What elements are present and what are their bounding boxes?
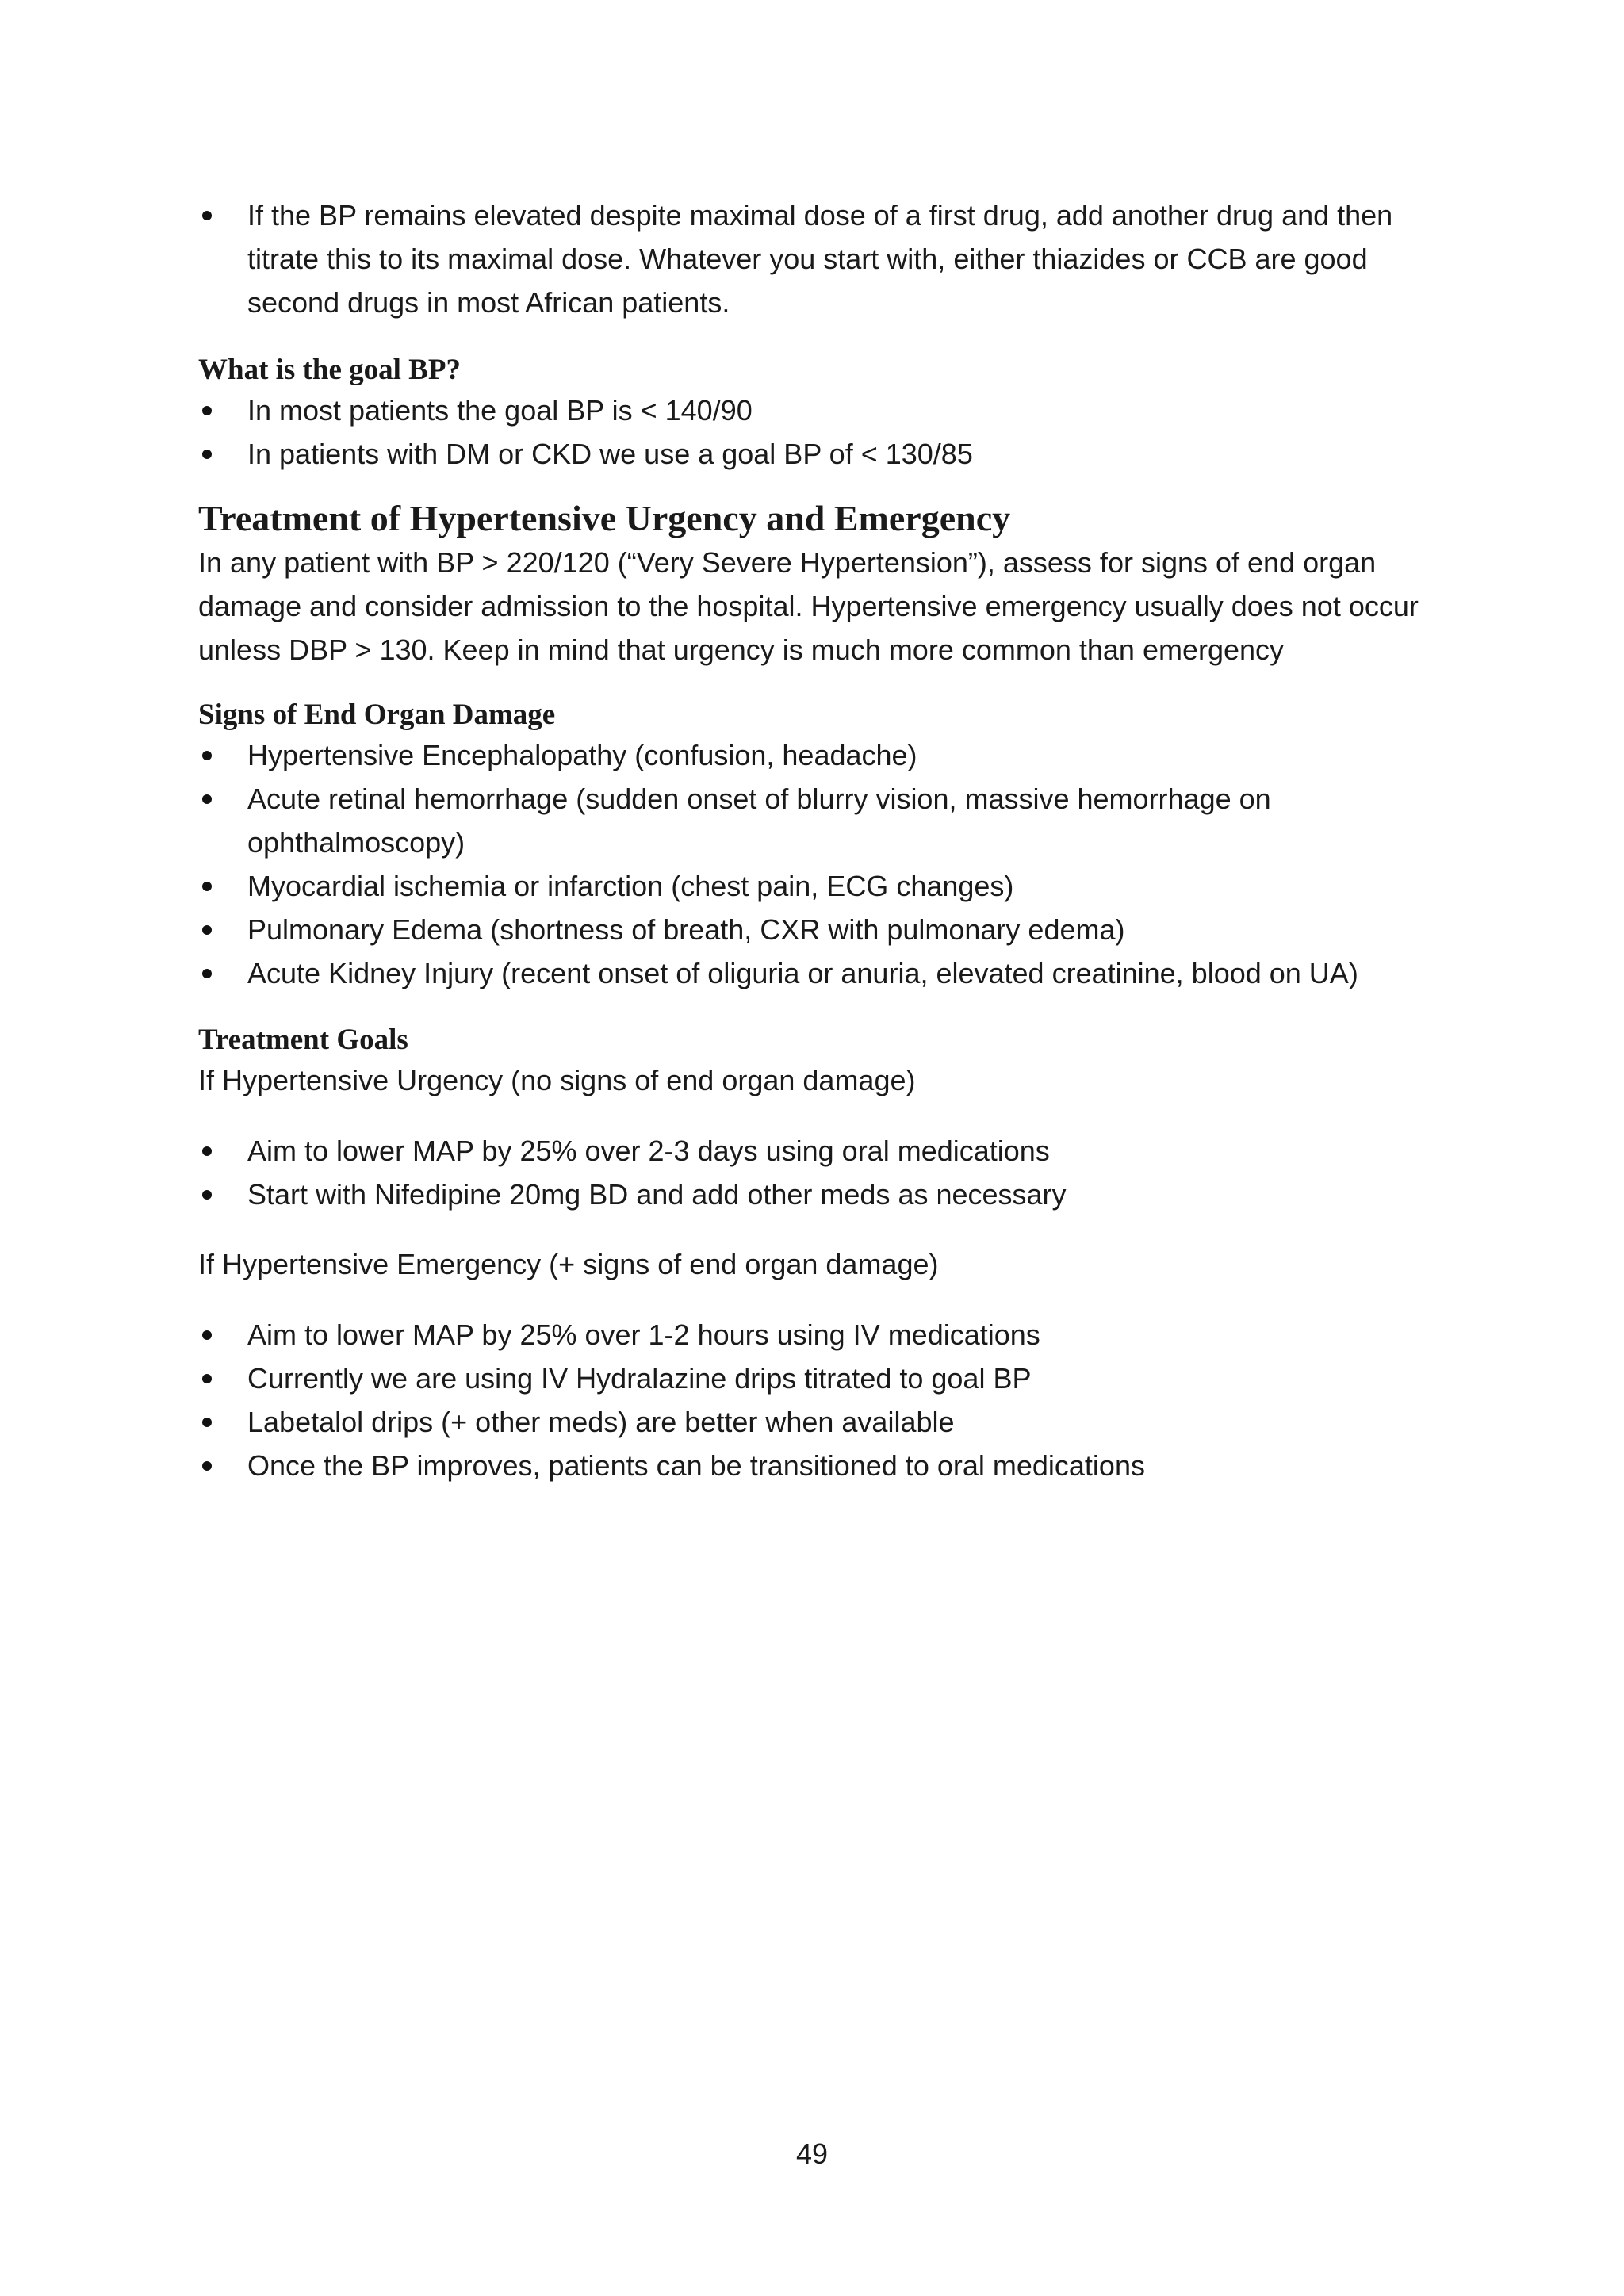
treatment-goals-heading: Treatment Goals — [198, 1024, 408, 1056]
urgency-goals-list — [198, 1129, 1451, 1216]
urgency-label: If Hypertensive Urgency (no signs of end organ damage) — [198, 1064, 916, 1096]
list-item: Acute retinal hemorrhage (sudden onset of blurry vision, massive hemorrhage on ophthalmoscopy) — [198, 777, 1451, 864]
list-item: Hypertensive Encephalopathy (confusion, headache) — [198, 733, 1451, 777]
emergency-label: If Hypertensive Emergency (+ signs of end organ damage) — [198, 1248, 939, 1280]
goal-bp-list — [198, 388, 1451, 476]
urgency-paragraph: In any patient with BP > 220/120 (“Very Severe Hypertension”), assess for signs of end organ damage and consider admission to the hospital. Hypertensive emergency usually does not occur unless DBP > 130. Keep in mind that urgency is much more common than emergency — [198, 546, 1419, 666]
goal-bp-heading: What is the goal BP? — [198, 354, 461, 386]
intro-list — [198, 193, 1451, 324]
list-item: Currently we are using IV Hydralazine drips titrated to goal BP — [198, 1357, 1451, 1400]
list-item: Start with Nifedipine 20mg BD and add other meds as necessary — [198, 1173, 1451, 1216]
page-number: 49 — [795, 2137, 829, 2170]
emergency-goals-list — [198, 1313, 1451, 1487]
end-organ-heading: Signs of End Organ Damage — [198, 698, 556, 731]
list-item: Pulmonary Edema (shortness of breath, CXR with pulmonary edema) — [198, 908, 1451, 951]
end-organ-list — [198, 733, 1451, 995]
list-item: Myocardial ischemia or infarction (chest pain, ECG changes) — [198, 864, 1451, 908]
list-item: Labetalol drips (+ other meds) are better when available — [198, 1400, 1451, 1444]
list-item: In most patients the goal BP is < 140/90 — [198, 388, 1451, 432]
page-content — [198, 193, 1451, 1487]
list-item: In patients with DM or CKD we use a goal BP of < 130/85 — [198, 432, 1451, 476]
list-item: Acute Kidney Injury (recent onset of oliguria or anuria, elevated creatinine, blood on UA) — [198, 951, 1451, 995]
urgency-emergency-heading: Treatment of Hypertensive Urgency and Emergency — [198, 498, 1011, 538]
list-item: Once the BP improves, patients can be transitioned to oral medications — [198, 1444, 1451, 1487]
list-item: Aim to lower MAP by 25% over 2-3 days using oral medications — [198, 1129, 1451, 1173]
list-item: If the BP remains elevated despite maximal dose of a first drug, add another drug and then titrate this to its maximal dose. Whatever you start with, either thiazides or CCB are good second drugs in most African patients. — [198, 193, 1451, 324]
list-item: Aim to lower MAP by 25% over 1-2 hours using IV medications — [198, 1313, 1451, 1357]
